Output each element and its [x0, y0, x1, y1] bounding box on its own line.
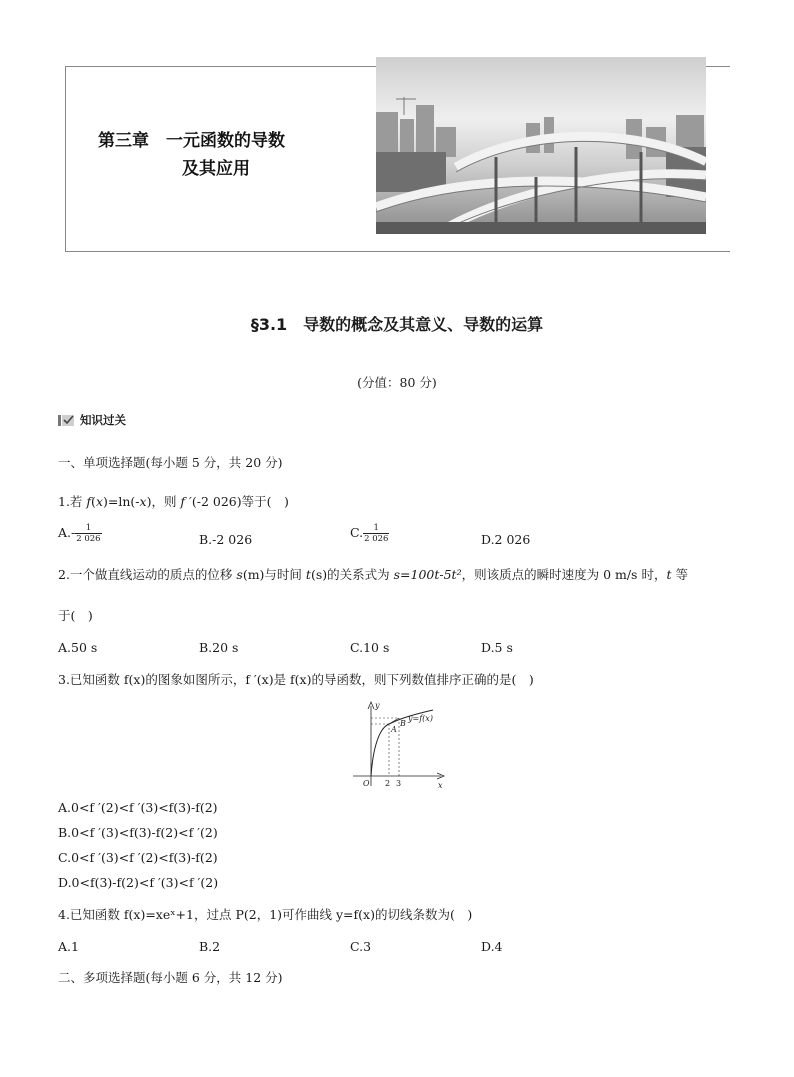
q2-option-b[interactable]: B.20 s	[199, 640, 239, 655]
overpass-photo	[376, 57, 706, 234]
q1-tail: )，则	[146, 494, 181, 509]
q2-t4: 等	[671, 567, 688, 582]
q1-eq: )=ln(-	[103, 494, 140, 509]
q1-c-num: 1	[363, 523, 389, 534]
part1-heading: 一、单项选择题(每小题 5 分，共 20 分)	[58, 455, 283, 470]
q2-t3: ，则该质点的瞬时速度为 0 m/s 时，	[461, 567, 667, 582]
graph-point-b: B	[400, 719, 406, 728]
graph-y-label: y	[375, 701, 380, 710]
q2-stem-line2: 于( )	[58, 608, 93, 623]
q1-x: x	[95, 494, 103, 509]
q4-option-b[interactable]: B.2	[199, 939, 221, 954]
knowledge-label: 知识过关	[80, 413, 126, 427]
q3-option-b[interactable]: B.0<f ′(3)<f(3)-f(2)<f ′(2)	[58, 825, 218, 840]
q4-stem: 4.已知函数 f(x)=xeˣ+1，过点 P(2，1)可作曲线 y=f(x)的切线条数为( )	[58, 907, 473, 922]
q3-option-c[interactable]: C.0<f ′(3)<f ′(2)<f(3)-f(2)	[58, 850, 218, 865]
chapter-title	[98, 127, 285, 183]
q2-option-c[interactable]: C.10 s	[350, 640, 390, 655]
section-title: §3.1 导数的概念及其意义、导数的运算	[250, 315, 544, 334]
q2-s: s	[236, 567, 243, 582]
q1-x2: x	[139, 494, 147, 509]
graph-x-label: x	[438, 781, 443, 790]
q3-option-a[interactable]: A.0<f ′(2)<f ′(3)<f(3)-f(2)	[58, 800, 218, 815]
q4-option-c[interactable]: C.3	[350, 939, 372, 954]
q2-t2: (s)的关系式为	[310, 567, 394, 582]
q1-c-fraction	[363, 523, 389, 544]
q1-option-b[interactable]: B.-2 026	[199, 532, 253, 547]
graph-tick-2: 2	[385, 779, 391, 788]
q3-option-d[interactable]: D.0<f(3)-f(2)<f ′(3)<f ′(2)	[58, 875, 219, 890]
checklist-icon	[58, 414, 76, 427]
graph-tick-3: 3	[396, 779, 402, 788]
q1-option-d[interactable]: D.2 026	[481, 532, 531, 547]
q1-stem	[58, 492, 289, 510]
q1-a-den: 2 026	[76, 534, 101, 544]
q4-option-a[interactable]: A.1	[58, 939, 79, 954]
q3-stem: 3.已知函数 f(x)的图象如图所示，f ′(x)是 f(x)的导函数，则下列数值排序正确的是( )	[58, 672, 534, 687]
q2-option-d[interactable]: D.5 s	[481, 640, 513, 655]
q1-fprime: f ′	[180, 494, 192, 509]
graph-point-a: A	[391, 725, 397, 734]
q1-option-c[interactable]	[350, 523, 389, 544]
q2-text1: 2.一个做直线运动的质点的位移	[58, 567, 237, 582]
q1-a-fraction	[75, 523, 101, 544]
chapter-title-line2: 及其应用	[182, 159, 250, 179]
q2-expr: s=100t-5t²	[393, 567, 462, 582]
q1-option-a[interactable]	[58, 523, 102, 544]
q4-option-d[interactable]: D.4	[481, 939, 503, 954]
q1-paren: (	[91, 494, 96, 509]
q1-f: f	[86, 494, 92, 509]
q1-a-label: A.-	[58, 525, 76, 540]
q2-t-end: t	[666, 567, 672, 582]
q2-option-a[interactable]: A.50 s	[58, 640, 98, 655]
q1-a-num: 1	[75, 523, 101, 534]
q3-graph	[345, 698, 450, 790]
q2-stem-line1	[58, 565, 688, 583]
knowledge-heading	[58, 412, 126, 428]
chapter-title-line1: 第三章 一元函数的导数	[98, 131, 285, 151]
q1-tail2: (-2 026)等于( )	[191, 494, 289, 509]
graph-origin: O	[363, 779, 370, 788]
q1-c-label: C.	[350, 525, 364, 540]
graph-curve-label: y=f(x)	[408, 714, 433, 723]
part2-heading: 二、多项选择题(每小题 6 分，共 12 分)	[58, 970, 283, 985]
q2-t: t	[305, 567, 311, 582]
q2-t1: (m)与时间	[242, 567, 306, 582]
q1-prefix: 1.若	[58, 494, 87, 509]
score-note: (分值：80 分)	[357, 375, 437, 390]
q1-c-den: 2 026	[364, 534, 389, 544]
